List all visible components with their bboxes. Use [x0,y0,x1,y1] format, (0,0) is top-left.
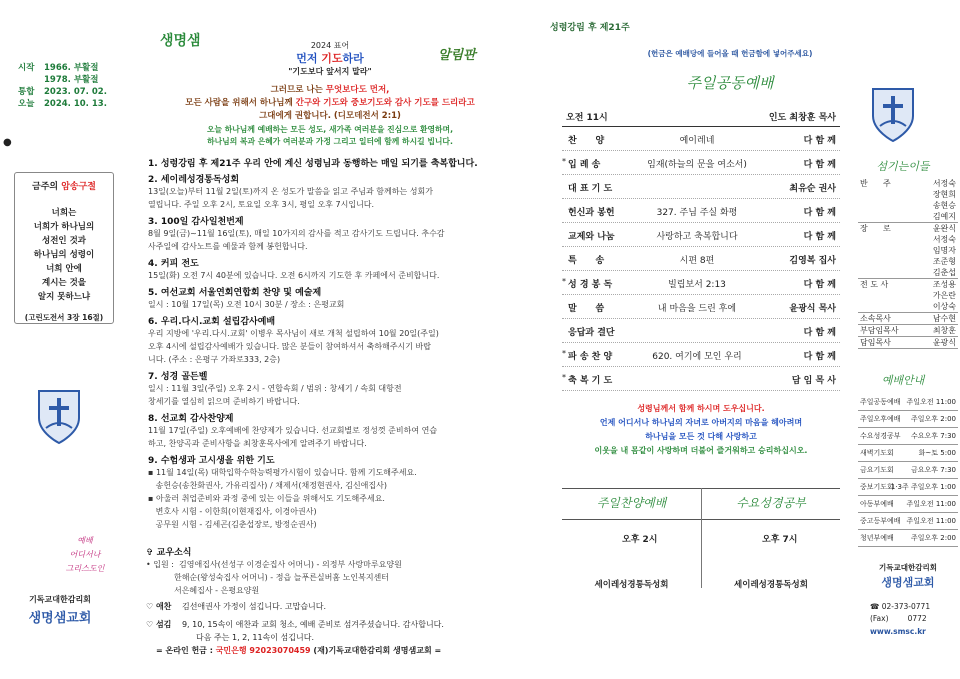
church-name: 생명샘교회 [28,611,92,626]
order-by: 다 함 께 [803,136,836,146]
server-row [858,234,958,245]
server-role: 전 도 사 [860,280,889,289]
praise-name: 세이레성경통독성회 [594,580,669,590]
server-row [858,223,958,234]
verse-line: 성전인 것과 [41,236,86,246]
server-role: 장 로 [860,224,891,233]
news-body: 11월 17일(주일) 오후예배에 찬양제가 있습니다. 선교회별로 정성껏 준비하여 연습 [148,426,438,435]
server-name: 서정숙 [932,235,956,244]
order-mark: * [562,349,566,358]
schedule-time: 주일오후 2:00 [911,534,956,542]
schedule-time: 주일오후 2:00 [911,415,956,423]
schedule-name: 아동부예배 [860,500,894,508]
news-item [148,214,538,253]
order-name: 교제와 나눔 [568,232,615,242]
verse-line: 알지 못하느냐 [37,292,91,302]
news-title: 9. 수험생과 고시생을 위한 기도 [148,456,275,466]
online-offering [156,645,540,656]
schedule-name: 주일오후예배 [860,415,901,423]
handwritten-title: 알림판 [438,48,476,63]
server-name: 조성용 [932,280,956,289]
schedule-time: 주일오전 11:00 [906,398,956,406]
history-row: 1978. 부활절 [44,75,99,85]
verse-line: 계시는 것을 [41,278,86,288]
blessing-line: 이웃을 내 몸같이 사랑하며 더불어 즐거워하고 승리하십시오. [594,446,808,455]
verse-title-b: 암송구절 [61,182,96,192]
online-a: = 온라인 헌금 : [156,646,216,655]
verse-line: 너희 안에 [46,264,82,274]
server-name: 김예지 [932,212,956,221]
server-name: 윤광식 [932,338,956,347]
news-body: 창세기를 열심히 읽으며 준비하기 바랍니다. [148,397,300,406]
news-list [148,156,538,534]
server-row [858,267,958,279]
online-bank: 국민은행 92023070459 [215,646,311,655]
news-body: 공무원 시험 - 김세곤(김춘섭장로, 방정순권사) [148,520,317,529]
verse-reference: (고린도전서 3장 16절) [24,313,104,322]
verse-title-a: 금주의 [32,182,62,192]
schedule-time: 화~토 5:00 [918,449,956,457]
intro-verse [120,84,540,123]
intro-e: 그대에게 권합니다. (디모데전서 2:1) [259,111,401,121]
order-name: 파 송 찬 양 [568,352,613,362]
schedule-time: 금요오후 7:30 [911,466,956,474]
news-item [148,453,538,531]
schedule-name: 중보기도회 [860,483,894,491]
schedule-title: 예배안내 [881,374,925,387]
service-line: 다음 주는 1, 2, 11속이 섬깁니다. [196,633,314,642]
schedule-row [858,411,958,428]
schedule-time: 1·3주 주일오후 1:00 [890,483,956,491]
verse-title [15,179,113,192]
order-item: 620. 여기에 모인 우리 [652,352,742,362]
order-item: 내 마음을 드린 후에 [657,304,737,314]
news-body: 열립니다. 주일 오후 2시, 토요일 오후 3시, 평일 오후 7시입니다. [148,200,375,209]
fellowship-row [146,601,536,612]
news-body: 변호사 시험 - 이한희(이현재집사, 이경아권사) [148,507,317,516]
news-item [148,411,538,450]
schedule-list [858,394,958,547]
verse-line: 하나님의 성령이 [33,250,95,260]
news-title: 1. 성령강림 후 제21주 우리 안에 계신 성령님과 동행하는 매일 되기를 축복합니다. [148,159,478,169]
motto-year: 2024 표어 [310,41,350,50]
server-role: 부담임목사 [860,326,899,335]
server-role: 반 주 [860,179,891,188]
order-row [562,272,840,295]
order-row [562,368,840,391]
news-title: 4. 커피 전도 [148,259,199,269]
order-by: 담 임 목 사 [791,376,836,386]
order-by: 다 함 께 [803,208,836,218]
fax-number: (Fax) 0772 [870,614,927,623]
slogan-line: 예배 [77,536,93,545]
order-row [562,200,840,223]
order-item: 327. 주님 주실 화평 [656,208,738,218]
server-name: 남수현 [932,314,956,323]
news-body: 일시 : 11월 3일(주일) 오후 2시 - 연합속회 / 범위 : 창세기 / 속회 대항전 [148,384,402,393]
news-item [148,369,538,408]
order-name: 말 씀 [568,304,605,314]
schedule-row [858,445,958,462]
order-name: 특 송 [568,256,605,266]
fellowship-label: ♡ 애찬 [146,602,172,611]
service-row [146,618,540,644]
order-row [562,128,840,151]
news-item [148,256,538,282]
verse-line: 너희는 [51,208,77,218]
history-row: 오늘 2024. 10. 13. [18,99,107,109]
order-name: 응답과 결단 [568,328,615,338]
history-row: 시작 1966. 부활절 [18,63,99,73]
blessing-line: 언제 어디서나 하나님의 자녀로 아버지의 마음을 헤아려며 [599,418,803,427]
history-row: 통합 2023. 07. 02. [18,87,107,97]
order-row [562,152,840,175]
schedule-name: 중고등부예배 [860,517,901,525]
praise-time: 오후 2시 [622,535,658,545]
praise-title: 주일찬양예배 [596,496,667,510]
schedule-time: 수요오후 7:30 [911,432,956,440]
website-link[interactable]: www.smsc.kr [870,627,926,636]
server-row [858,301,958,313]
schedule-row [858,428,958,445]
order-by: 다 함 께 [803,280,836,290]
church-name: 생명샘교회 [881,576,935,589]
intro-d: 간구와 기도와 중보기도와 감사 기도를 드리라고 [295,98,475,108]
member-news-title: ✞ 교우소식 [146,548,192,558]
server-row [858,245,958,256]
order-name: 축 복 기 도 [568,376,613,386]
blessing-line: 하나님을 모든 것 다해 사랑하고 [645,432,757,441]
welcome-text [120,124,540,148]
news-body: ▪ 아울러 취업준비와 과정 중에 있는 이들을 위해서도 기도해주세요. [148,494,385,503]
news-body: 13일(오늘)부터 11월 2일(토)까지 온 성도가 말씀을 읽고 주님과 함께하는 성회가 [148,187,433,196]
schedule-row [858,496,958,513]
server-role: 소속목사 [860,314,891,323]
welcome-line: 하나님의 복과 은혜가 여러분과 가정 그리고 일터에 함께 하시길 빕니다. [207,137,453,146]
order-row [562,344,840,367]
news-item [148,285,538,311]
order-mark: * [562,157,566,166]
right-column [540,0,960,679]
member-news [146,545,536,597]
wednesday-title: 수요성경공부 [736,496,806,510]
news-body: 우리 지방에 '우리.다시.교회' 이병우 목사님이 새로 개척 설립하여 10월 20일(주일) [148,329,439,338]
service-label: ♡ 섬김 [146,620,172,629]
other-services [562,488,840,588]
handwritten-slogan [50,534,120,576]
order-by: 김영복 집사 [789,256,836,266]
service-time: 오전 11시 [566,113,608,123]
order-mark: * [562,277,566,286]
news-title: 6. 우리.다시.교회 설립감사예배 [148,317,276,327]
service-header [562,108,840,127]
order-row [562,176,840,199]
church-shield-logo [870,86,916,144]
intro-a: 그러므로 나는 [270,85,326,95]
news-body: 하고, 찬양곡과 준비사항을 최창훈목사에게 알려주기 바랍니다. [148,439,367,448]
schedule-name: 주일공동예배 [860,398,901,406]
server-row [858,189,958,200]
motto-a: 먼저 [296,52,322,65]
order-name: 성 경 봉 독 [568,280,613,290]
schedule-row [858,530,958,547]
service-title: 주일공동예배 [686,74,774,92]
wednesday-name: 세이레성경통독성회 [734,580,808,590]
order-name: 입 례 송 [568,160,601,170]
servers-list [858,178,958,349]
server-name: 장현희 [932,190,956,199]
order-mark: * [562,373,566,382]
news-item [148,172,538,211]
motto-subtitle: "기도보다 앞서지 말라" [288,67,372,76]
news-body: ▪ 11월 14일(목) 대학입학수학능력평가시험이 있습니다. 함께 기도해주세요. [148,468,417,477]
server-name: 조준형 [932,257,956,266]
server-row [858,256,958,267]
intro-c: 모든 사람을 위해서 하나님께 [185,98,296,108]
online-c: (재)기독교대한감리회 생명샘교회 = [310,646,442,655]
server-row [858,325,958,337]
news-body: 니다. (주소 : 은평구 가좌로333, 2층) [148,355,281,364]
motto-c: 하라 [342,52,364,65]
welcome-line: 오늘 하나님께 예배하는 모든 성도, 새가족 여러분을 진심으로 환영하며, [206,125,454,134]
intro-b: 무엇보다도 먼저, [325,85,390,95]
fellowship-text: 김선애권사 가정이 섬깁니다. 고맙습니다. [181,602,327,611]
order-by: 다 함 께 [803,352,836,362]
slogan-line: 어디서나 [69,550,101,559]
order-name: 헌신과 봉헌 [568,208,615,218]
server-row [858,200,958,211]
blessing-line: 성령님께서 함께 하시며 도우십니다. [637,404,765,413]
server-role: 담임목사 [860,338,891,347]
order-row [562,320,840,343]
schedule-name: 청년부예배 [860,534,894,542]
order-row [562,248,840,271]
phone-number: ☎ 02-373-0771 [870,602,931,611]
order-item: 시편 8편 [679,256,715,266]
server-name: 김춘섭 [932,268,956,277]
order-item: 빌립보서 2:13 [668,280,726,290]
order-by: 다 함 께 [803,328,836,338]
news-item [148,156,538,169]
order-row [562,224,840,247]
news-body: 송헌승(송찬화권사, 가유리집사) / 채제서(채정현권사, 김신애집사) [148,481,387,490]
news-body: 일시 : 10월 17일(목) 오전 10시 30분 / 장소 : 은평교회 [148,300,345,309]
verse-line: 너희가 하나님의 [33,222,95,232]
member-news-line: 한해순(왕성숙집사 어머니) - 정읍 늘푸른실버홈 노인복지센터 [146,573,390,582]
schedule-time: 주일오전 11:00 [906,517,956,525]
server-name: 최창훈 [932,326,956,335]
order-by: 최유순 권사 [789,184,836,194]
news-item [148,314,538,366]
news-body: 8월 9일(금)~11월 16일(토), 매일 10가지의 감사를 적고 감사기도 드립니다. 추수감 [148,229,445,238]
slogan-line: 그리스도인 [65,564,105,573]
server-row [858,290,958,301]
server-row [858,313,958,325]
order-by: 윤광식 목사 [789,304,836,314]
blessing [562,402,840,458]
left-column [0,0,120,679]
middle-column [120,0,540,679]
server-name: 가은란 [932,291,956,300]
servers-title: 섬기는이들 [876,160,930,173]
order-item: 임재(하늘의 문을 여소서) [647,160,747,170]
schedule-name: 금요기도회 [860,466,894,474]
order-by: 다 함 께 [803,160,836,170]
server-row [858,279,958,290]
section-header: 생명샘 [160,33,201,49]
bullet-dot: ● [3,137,12,148]
order-row [562,296,840,319]
news-title: 7. 성경 골든벨 [148,372,208,382]
order-name: 대 표 기 도 [568,184,613,194]
service-line: 9, 10, 15속이 애찬과 교회 청소, 예배 준비로 섬겨주셨습니다. 감사합니다. [181,620,444,629]
server-name: 윤완식 [932,224,956,233]
order-item: 예이레네 [679,136,715,146]
server-row [858,337,958,349]
order-item: 사랑하고 축복합니다 [656,232,738,242]
server-name: 송현승 [932,201,956,210]
news-body: 오후 4시에 설립감사예배가 있습니다. 많은 분들이 참여하셔서 축하해주시기 바랍 [148,342,431,351]
verse-text [15,206,113,304]
schedule-row [858,394,958,411]
motto [120,50,540,66]
news-title: 2. 세이레성경통독성회 [148,175,240,185]
schedule-row [858,462,958,479]
org-name: 기독교대한감리회 [29,595,91,604]
week-title: 성령강림 후 제21주 [550,23,630,33]
news-title: 3. 100일 감사일천번제 [148,217,244,227]
server-name: 임명자 [932,246,956,255]
church-history [18,62,118,110]
schedule-time: 주일오전 11:00 [906,500,956,508]
server-row [858,178,958,189]
member-news-line: • 입원 : 김영애집사(선성구 이경순집사 어머니) - 의정부 사랑마루요양원 [146,560,402,569]
schedule-row [858,513,958,530]
server-name: 이상숙 [932,302,956,311]
news-title: 8. 선교회 감사찬양제 [148,414,234,424]
news-body: 사주일에 감사노트를 예물과 함께 봉헌합니다. [148,242,308,251]
news-title: 5. 여선교회 서울연회연합회 찬양 및 예술제 [148,288,322,298]
offering-note: (헌금은 예배당에 들어올 때 헌금함에 넣어주세요) [647,49,813,58]
member-news-line: 서은혜집사 - 은평요양원 [146,586,260,595]
service-leader: 인도 최창훈 목사 [768,113,836,123]
schedule-row [858,479,958,496]
order-by: 다 함 께 [803,232,836,242]
schedule-name: 수요성경공부 [860,432,901,440]
order-name: 찬 양 [568,136,605,146]
memory-verse-box [14,172,114,324]
wednesday-time: 오후 7시 [762,535,798,545]
schedule-name: 새벽기도회 [860,449,894,457]
church-shield-logo [36,388,82,446]
news-body: 15일(화) 오전 7시 40분에 있습니다. 오전 6시까지 기도한 후 카페에서 준비합니다. [148,271,440,280]
motto-b: 기도 [321,52,343,65]
server-row [858,211,958,223]
org-name: 기독교대한감리회 [879,563,937,572]
server-name: 서정숙 [932,179,956,188]
